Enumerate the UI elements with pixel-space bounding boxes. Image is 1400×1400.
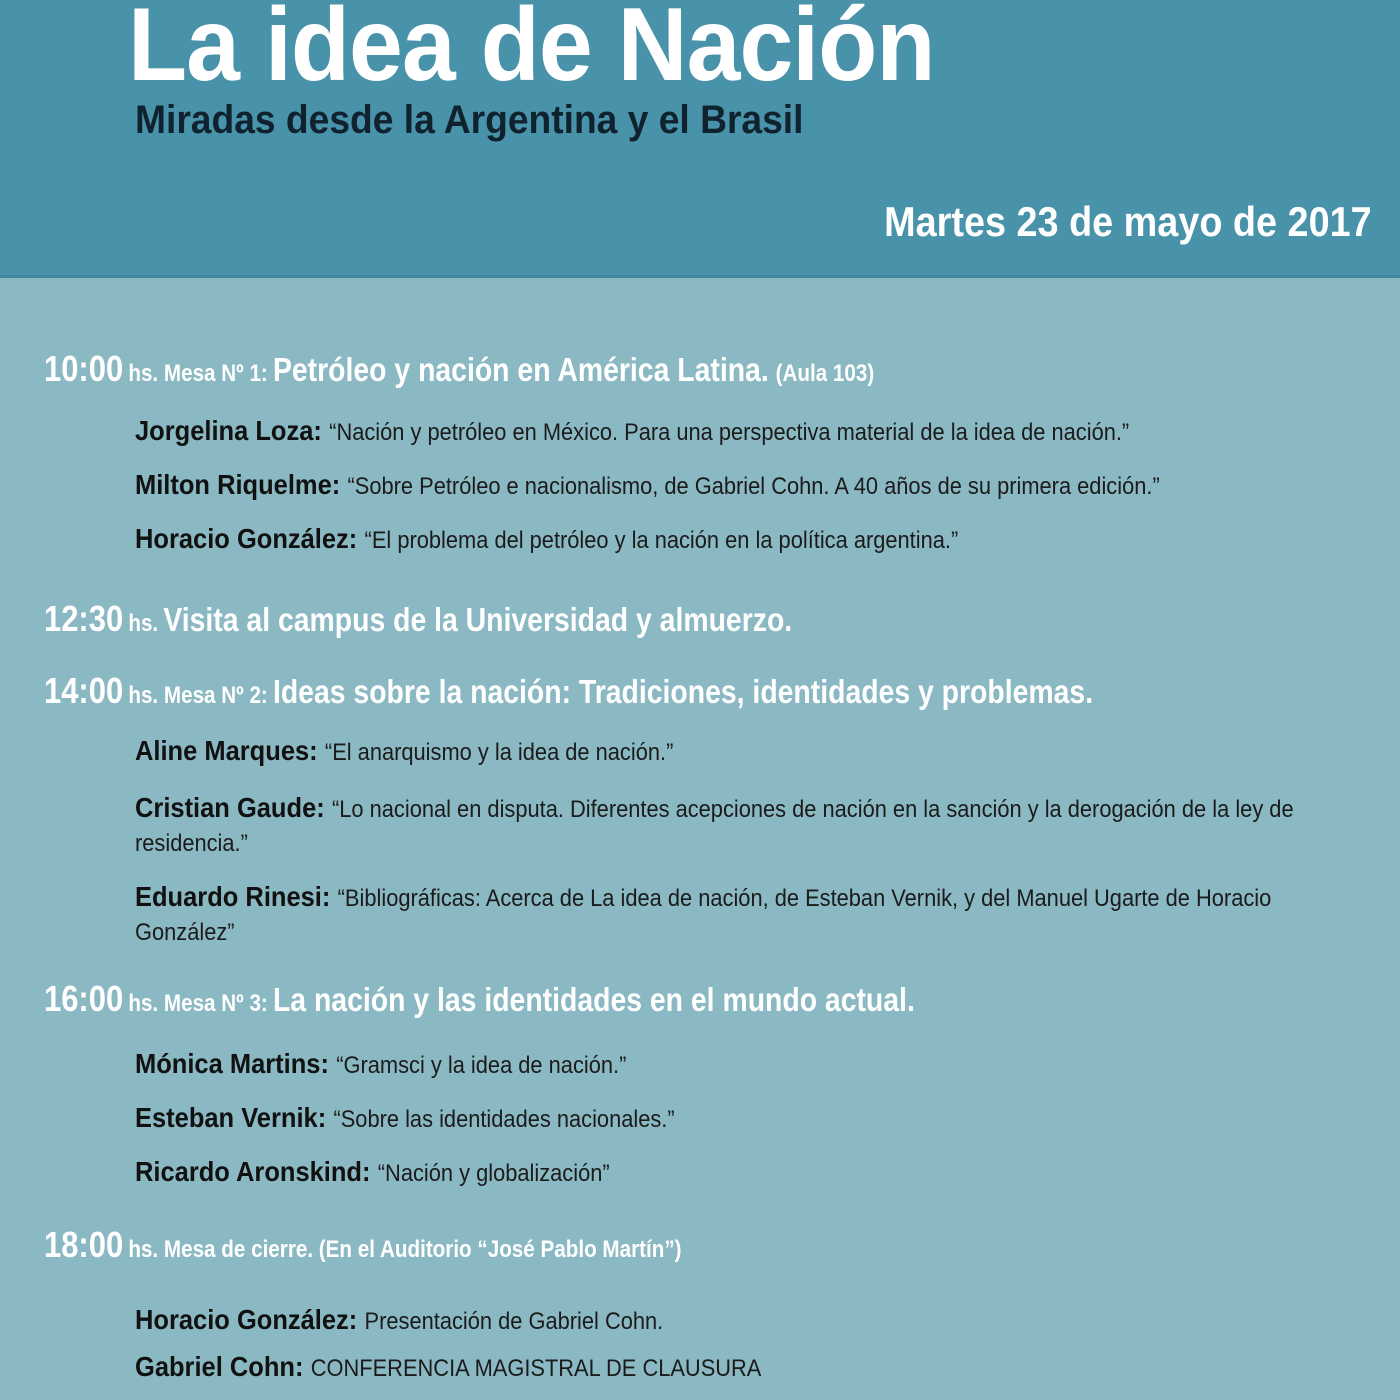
talk-title: “Bibliográficas: Acerca de La idea de nación, de Esteban Vernik, y del Manuel Ugarte de Horacio González” xyxy=(135,885,1272,946)
poster-subtitle: Miradas desde la Argentina y el Brasil xyxy=(135,98,804,142)
speaker-item xyxy=(135,791,1345,861)
session-time: 10:00 xyxy=(44,348,124,389)
poster-title: La idea de Nación xyxy=(128,0,935,103)
header-banner xyxy=(0,0,1400,278)
session-label: hs. xyxy=(128,610,159,637)
session-title: La nación y las identidades en el mundo actual. xyxy=(272,981,915,1018)
session-time: 12:30 xyxy=(44,598,124,639)
speaker-name: Milton Riquelme: xyxy=(135,469,341,500)
session-heading xyxy=(44,978,915,1020)
speaker-name: Mónica Martins: xyxy=(135,1048,329,1079)
event-date: Martes 23 de mayo de 2017 xyxy=(884,198,1372,245)
session-heading xyxy=(44,670,1093,712)
session-heading xyxy=(44,348,874,390)
session-label: hs. Mesa Nº 2: xyxy=(128,682,268,709)
talk-title: CONFERENCIA MAGISTRAL DE CLAUSURA xyxy=(310,1355,762,1382)
speaker-name: Eduardo Rinesi: xyxy=(135,881,331,912)
speaker-name: Ricardo Aronskind: xyxy=(135,1156,371,1187)
speaker-name: Jorgelina Loza: xyxy=(135,415,322,446)
session-label: hs. Mesa Nº 3: xyxy=(128,990,268,1017)
talk-title: “El problema del petróleo y la nación en la política argentina.” xyxy=(364,527,959,554)
speaker-item xyxy=(135,734,1345,770)
session-heading xyxy=(44,1224,682,1266)
talk-title: “Nación y petróleo en México. Para una perspectiva material de la idea de nación.” xyxy=(329,419,1130,446)
talk-title: “El anarquismo y la idea de nación.” xyxy=(324,739,674,766)
session-time: 14:00 xyxy=(44,670,124,711)
session-heading xyxy=(44,598,792,640)
session-label: hs. Mesa Nº 1: xyxy=(128,360,268,387)
speaker-name: Horacio González: xyxy=(135,523,358,554)
speaker-item xyxy=(135,1303,1345,1339)
talk-title: “Sobre las identidades nacionales.” xyxy=(333,1106,675,1133)
session-title: Visita al campus de la Universidad y almuerzo. xyxy=(163,601,793,638)
talk-title: “Sobre Petróleo e nacionalismo, de Gabriel Cohn. A 40 años de su primera edición.” xyxy=(347,473,1160,500)
session-label: hs. Mesa de cierre. (En el Auditorio “José Pablo Martín”) xyxy=(128,1236,682,1263)
session-room: (Aula 103) xyxy=(775,360,875,387)
speaker-name: Aline Marques: xyxy=(135,735,318,766)
session-title: Petróleo y nación en América Latina. xyxy=(272,351,769,388)
speaker-item xyxy=(135,1350,1345,1386)
speaker-name: Horacio González: xyxy=(135,1304,358,1335)
talk-title: “Nación y globalización” xyxy=(377,1160,610,1187)
talk-title: “Lo nacional en disputa. Diferentes acepciones de nación en la sanción y la derogación de la ley de residencia.” xyxy=(135,796,1294,857)
speaker-name: Esteban Vernik: xyxy=(135,1102,327,1133)
speaker-name: Gabriel Cohn: xyxy=(135,1351,304,1382)
session-time: 16:00 xyxy=(44,978,124,1019)
speaker-name: Cristian Gaude: xyxy=(135,792,325,823)
talk-title: “Gramsci y la idea de nación.” xyxy=(336,1052,627,1079)
speaker-item xyxy=(135,414,1345,450)
talk-title: Presentación de Gabriel Cohn. xyxy=(364,1308,664,1335)
speaker-item xyxy=(135,1101,1345,1137)
session-time: 18:00 xyxy=(44,1224,124,1265)
speaker-item xyxy=(135,1155,1345,1191)
speaker-item xyxy=(135,880,1345,950)
speaker-item xyxy=(135,468,1345,504)
speaker-item xyxy=(135,1047,1345,1083)
speaker-item xyxy=(135,522,1345,558)
session-title: Ideas sobre la nación: Tradiciones, identidades y problemas. xyxy=(272,673,1094,710)
